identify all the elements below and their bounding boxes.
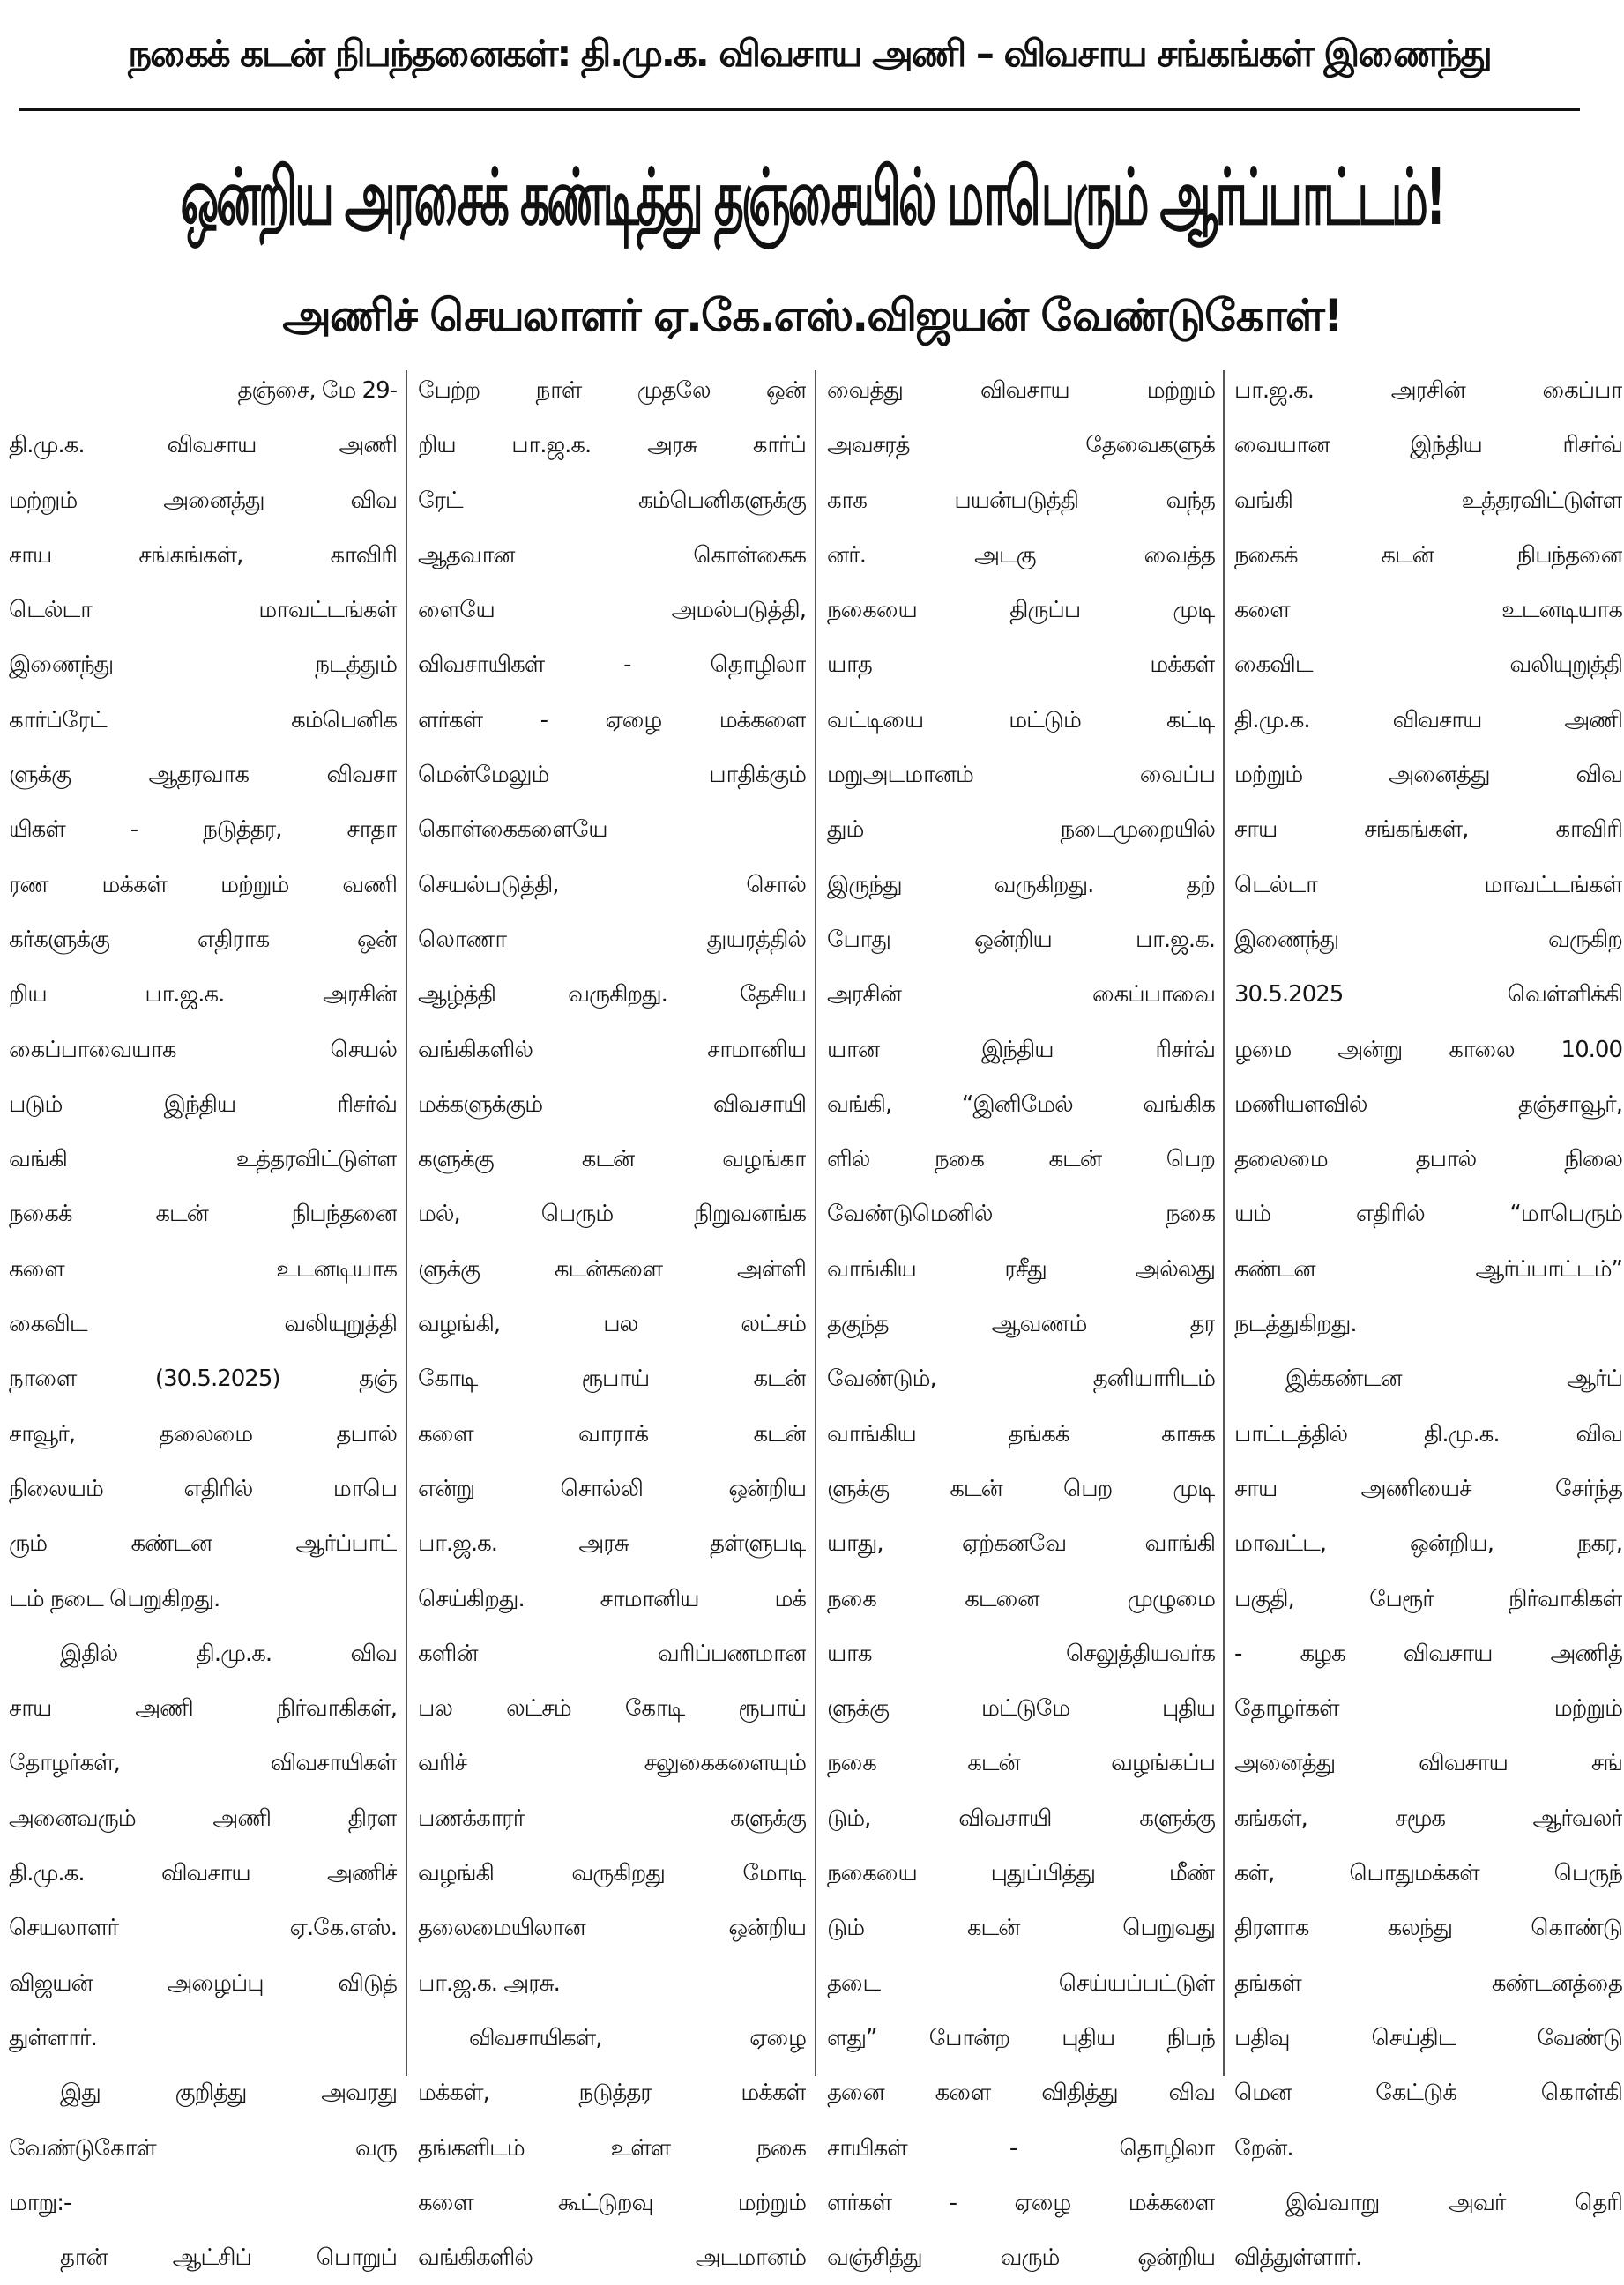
article-line: சாயிகள் - தொழிலா: [827, 2134, 1215, 2162]
article-line: றிய பா.ஜ.க. அரசு கார்ப்: [418, 432, 806, 459]
article-line: ஆழ்த்தி வருகிறது. தேசிய: [418, 981, 806, 1009]
column-divider: [406, 370, 407, 2076]
article-line: தோழர்கள் மற்றும்: [1234, 1695, 1622, 1723]
article-line: மறுஅடமானம் வைப்ப: [827, 762, 1215, 789]
article-line: பா.ஜ.க. அரசு.: [418, 1969, 560, 1997]
article-line: களை உடனடியாக: [9, 1255, 397, 1283]
article-line: பல லட்சம் கோடி ரூபாய்: [418, 1695, 806, 1723]
article-line: வங்கி உத்தரவிட்டுள்ள: [1234, 487, 1622, 514]
article-line: டெல்டா மாவட்டங்கள்: [1234, 871, 1622, 898]
article-line: களின் வரிப்பணமான: [418, 1640, 806, 1667]
article-line: மணியளவில் தஞ்சாவூர்,: [1234, 1090, 1622, 1118]
article-line: செயல்படுத்தி, சொல்: [418, 871, 806, 898]
article-line: சாய அணி நிர்வாகிகள்,: [9, 1695, 397, 1723]
article-line: வாங்கிய ரசீது அல்லது: [827, 1255, 1215, 1283]
article-line: இது குறித்து அவரது: [60, 2080, 397, 2107]
article-line: ளையே அமல்படுத்தி,: [418, 597, 806, 624]
article-line: விஜயன் அழைப்பு விடுத்: [9, 1969, 397, 1997]
article-line: களை உடனடியாக: [1234, 597, 1622, 624]
article-line: விவசாயிகள், ஏழை: [469, 2024, 806, 2051]
article-line: மற்றும் அனைத்து விவ: [1234, 762, 1622, 789]
article-line: டும் கடன் பெறுவது: [827, 1915, 1215, 1942]
article-line: அரசின் கைப்பாவை: [827, 981, 1215, 1009]
article-line: மக்கள், நடுத்தர மக்கள்: [418, 2080, 806, 2107]
article-line: இருந்து வருகிறது. தற்: [827, 871, 1215, 898]
article-line: வாங்கிய தங்கக் காசுக: [827, 1420, 1215, 1448]
article-line: மாறு:-: [9, 2189, 71, 2216]
article-line: துள்ளார்.: [9, 2024, 97, 2051]
article-line: ளர்கள் - ஏழை மக்களை: [827, 2189, 1215, 2216]
article-line: வங்கிகளில் அடமானம்: [418, 2244, 806, 2272]
column-divider: [815, 370, 816, 2076]
main-headline: ஒன்றிய அரசைக் கண்டித்து தஞ்சையில் மாபெரும் ஆர்ப்பாட்டம்!: [180, 153, 1444, 243]
article-line: பதிவு செய்திட வேண்டு: [1234, 2024, 1622, 2051]
article-line: திரளாக கலந்து கொண்டு: [1234, 1915, 1622, 1942]
article-line: நாளை (30.5.2025) தஞ்: [9, 1366, 397, 1393]
article-line: மென கேட்டுக் கொள்கி: [1234, 2080, 1622, 2107]
article-line: களுக்கு கடன் வழங்கா: [418, 1146, 806, 1173]
article-line: வேண்டுகோள் வரு: [9, 2134, 397, 2162]
article-line: நகை கடன் வழங்கப்ப: [827, 1750, 1215, 1777]
article-line: தனை களை விதித்து விவ: [827, 2080, 1215, 2107]
article-line: இவ்வாறு அவர் தெரி: [1285, 2189, 1622, 2216]
article-line: கைவிட வலியுறுத்தி: [9, 1311, 397, 1338]
article-line: ளுக்கு மட்டுமே புதிய: [827, 1695, 1215, 1723]
article-line: வங்கிகளில் சாமானிய: [418, 1036, 806, 1063]
sub-headline: அணிச் செயலாளர் ஏ.கே.எஸ்.விஜயன் வேண்டுகோள்!: [282, 290, 1342, 341]
article-line: காக பயன்படுத்தி வந்த: [827, 487, 1215, 514]
article-line: தகுந்த ஆவணம் தர: [827, 1311, 1215, 1338]
article-line: இணைந்து நடத்தும்: [9, 651, 397, 679]
article-line: கங்கள், சமூக ஆர்வலர்: [1234, 1805, 1622, 1832]
article-line: இணைந்து வருகிற: [1234, 926, 1622, 953]
article-line: அனைவரும் அணி திரள: [9, 1805, 397, 1832]
article-line: வழங்கி, பல லட்சம்: [418, 1311, 806, 1338]
article-line: பாட்டத்தில் தி.மு.க. விவ: [1234, 1420, 1622, 1448]
article-line: யான இந்திய ரிசர்வ்: [827, 1036, 1215, 1063]
article-line: வேண்டுமெனில் நகை: [827, 1201, 1215, 1228]
article-line: என்று சொல்லி ஒன்றிய: [418, 1475, 806, 1502]
article-line: மக்களுக்கும் விவசாயி: [418, 1090, 806, 1118]
column-divider: [1223, 370, 1225, 2076]
article-line: - கழக விவசாய அணித்: [1234, 1640, 1622, 1667]
article-line: வஞ்சித்து வரும் ஒன்றிய: [827, 2244, 1215, 2272]
article-line: நகைக் கடன் நிபந்தனை: [1234, 541, 1622, 569]
article-line: தங்கள் கண்டனத்தை: [1234, 1969, 1622, 1997]
article-line: யாத மக்கள்: [827, 651, 1215, 679]
article-line: யம் எதிரில் “மாபெரும்: [1234, 1201, 1622, 1228]
article-line: வேண்டும், தனியாரிடம்: [827, 1366, 1215, 1393]
article-line: ளுக்கு கடன்களை அள்ளி: [418, 1255, 806, 1283]
article-line: தான் ஆட்சிப் பொறுப்: [60, 2244, 397, 2272]
article-line: வட்டியை மட்டும் கட்டி: [827, 706, 1215, 733]
article-line: தோழர்கள், விவசாயிகள்: [9, 1750, 397, 1777]
article-line: பணக்காரர் களுக்கு: [418, 1805, 806, 1832]
article-line: பேற்ற நாள் முதலே ஒன்: [418, 377, 806, 404]
article-line: கண்டன ஆர்ப்பாட்டம்”: [1234, 1255, 1622, 1283]
article-line: சாவூர், தலைமை தபால்: [9, 1420, 397, 1448]
article-line: தி.மு.க. விவசாய அணி: [1234, 706, 1622, 733]
article-line: யிகள் - நடுத்தர, சாதா: [9, 816, 397, 844]
article-line: தி.மு.க. விவசாய அணி: [9, 432, 397, 459]
article-line: ளது” போன்ற புதிய நிபந்: [827, 2024, 1215, 2051]
article-line: தி.மு.க. விவசாய அணிச்: [9, 1860, 397, 1887]
article-column-2: [418, 363, 806, 2285]
article-line: கோடி ரூபாய் கடன்: [418, 1366, 806, 1393]
article-line: படும் இந்திய ரிசர்வ்: [9, 1090, 397, 1118]
article-line: இதில் தி.மு.க. விவ: [60, 1640, 397, 1667]
article-line: கர்களுக்கு எதிராக ஒன்: [9, 926, 397, 953]
article-line: வங்கி, “இனிமேல் வங்கிக: [827, 1090, 1215, 1118]
article-line: கைப்பாவையாக செயல்: [9, 1036, 397, 1063]
article-line: ரேட் கம்பெனிகளுக்கு: [418, 487, 806, 514]
article-line: விவசாயிகள் - தொழிலா: [418, 651, 806, 679]
article-line: நகையை புதுப்பித்து மீண்: [827, 1860, 1215, 1887]
article-line: கைவிட வலியுறுத்தி: [1234, 651, 1622, 679]
article-line: வழங்கி வருகிறது மோடி: [418, 1860, 806, 1887]
article-line: 30.5.2025 வெள்ளிக்கி: [1234, 981, 1622, 1009]
article-line: பா.ஜ.க. அரசின் கைப்பா: [1234, 377, 1622, 404]
article-line: கொள்கைகளையே: [418, 816, 607, 844]
article-line: யாது, ஏற்கனவே வாங்கி: [827, 1530, 1215, 1558]
article-line: தங்களிடம் உள்ள நகை: [418, 2134, 806, 2162]
article-line: ரண மக்கள் மற்றும் வணி: [9, 871, 397, 898]
article-line: ளுக்கு ஆதரவாக விவசா: [9, 762, 397, 789]
article-line: வங்கி உத்தரவிட்டுள்ள: [9, 1146, 397, 1173]
article-line: நிலையம் எதிரில் மாபெ: [9, 1475, 397, 1502]
article-line: சாய சங்கங்கள், காவிரி: [9, 541, 397, 569]
article-line: மென்மேலும் பாதிக்கும்: [418, 762, 806, 789]
article-line: மல், பெரும் நிறுவனங்க: [418, 1201, 806, 1228]
article-line: வைத்து விவசாய மற்றும்: [827, 377, 1215, 404]
article-line: செய்கிறது. சாமானிய மக்: [418, 1585, 806, 1612]
article-line: மாவட்ட, ஒன்றிய, நகர,: [1234, 1530, 1622, 1558]
article-line: செயலாளர் ஏ.கே.எஸ்.: [9, 1915, 397, 1942]
article-line: ஆதவான கொள்கைக: [418, 541, 806, 569]
article-line: பா.ஜ.க. அரசு தள்ளுபடி: [418, 1530, 806, 1558]
article-line: வரிச் சலுகைகளையும்: [418, 1750, 806, 1777]
article-line: ழமை அன்று காலை 10.00: [1234, 1036, 1622, 1063]
article-line: தஞ்சை, மே 29-: [237, 377, 397, 404]
article-line: கள், பொதுமக்கள் பெருந்: [1234, 1860, 1622, 1887]
article-line: ளுக்கு கடன் பெற முடி: [827, 1475, 1215, 1502]
article-line: அவசரத் தேவைகளுக்: [827, 432, 1215, 459]
kicker-headline: நகைக் கடன் நிபந்தனைகள்: தி.மு.க. விவசாய அணி – விவசாய சங்கங்கள் இணைந்து: [128, 32, 1491, 75]
article-line: போது ஒன்றிய பா.ஜ.க.: [827, 926, 1215, 953]
article-line: கார்ப்ரேட் கம்பெனிக: [9, 706, 397, 733]
article-line: தும் நடைமுறையில்: [827, 816, 1215, 844]
article-line: நகையை திருப்ப முடி: [827, 597, 1215, 624]
article-line: றேன்.: [1234, 2134, 1293, 2162]
article-line: டெல்டா மாவட்டங்கள்: [9, 597, 397, 624]
article-line: களை வாராக் கடன்: [418, 1420, 806, 1448]
article-line: நடத்துகிறது.: [1234, 1311, 1357, 1338]
article-line: ளர்கள் - ஏழை மக்களை: [418, 706, 806, 733]
article-line: யாக செலுத்தியவர்க: [827, 1640, 1215, 1667]
article-line: அனைத்து விவசாய சங்: [1234, 1750, 1622, 1777]
article-line: களை கூட்டுறவு மற்றும்: [418, 2189, 806, 2216]
article-line: றிய பா.ஜ.க. அரசின்: [9, 981, 397, 1009]
article-line: ரும் கண்டன ஆர்ப்பாட்: [9, 1530, 397, 1558]
article-line: வித்துள்ளார்.: [1234, 2244, 1362, 2272]
article-line: சாய அணியைச் சேர்ந்த: [1234, 1475, 1622, 1502]
article-line: தலைமையிலான ஒன்றிய: [418, 1915, 806, 1942]
article-line: பகுதி, பேரூர் நிர்வாகிகள்: [1234, 1585, 1622, 1612]
article-line: வையான இந்திய ரிசர்வ்: [1234, 432, 1622, 459]
article-line: நகை கடனை முழுமை: [827, 1585, 1215, 1612]
article-line: டும், விவசாயி களுக்கு: [827, 1805, 1215, 1832]
article-line: னர். அடகு வைத்த: [827, 541, 1215, 569]
article-line: சாய சங்கங்கள், காவிரி: [1234, 816, 1622, 844]
article-line: நகைக் கடன் நிபந்தனை: [9, 1201, 397, 1228]
article-column-1: [9, 363, 397, 2285]
article-line: தடை செய்யப்பட்டுள்: [827, 1969, 1215, 1997]
article-column-4: [1234, 363, 1622, 2285]
article-column-3: [827, 363, 1215, 2285]
article-line: தலைமை தபால் நிலை: [1234, 1146, 1622, 1173]
article-line: லொணா துயரத்தில்: [418, 926, 806, 953]
article-line: இக்கண்டன ஆர்ப்: [1285, 1366, 1622, 1393]
article-line: மற்றும் அனைத்து விவ: [9, 487, 397, 514]
article-line: ளில் நகை கடன் பெற: [827, 1146, 1215, 1173]
article-line: டம் நடை பெறுகிறது.: [9, 1585, 220, 1612]
